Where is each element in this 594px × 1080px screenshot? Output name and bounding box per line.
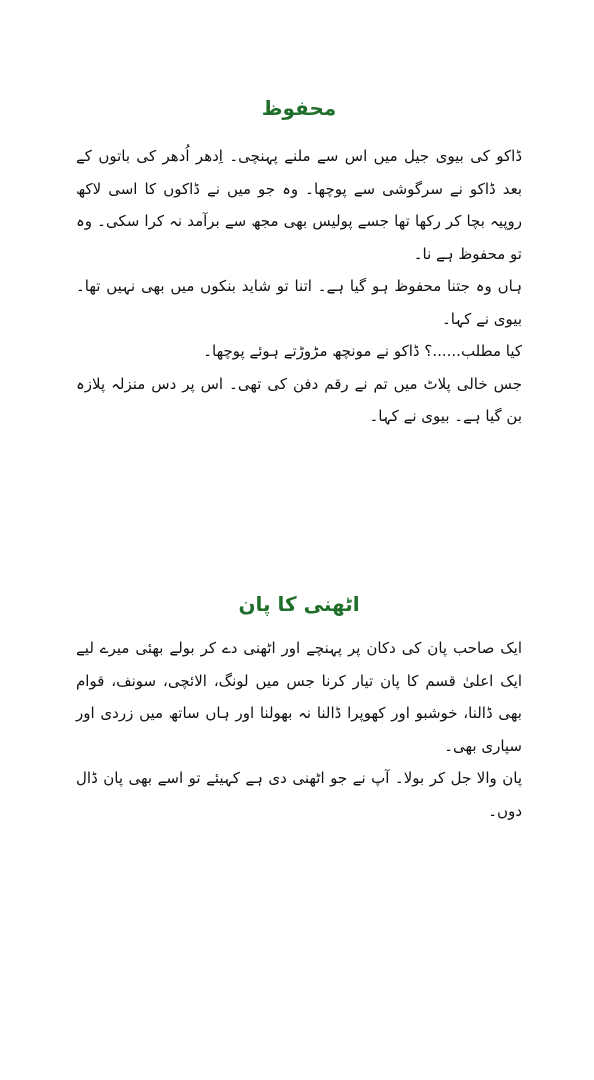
story-title: محفوظ [261, 96, 337, 120]
story-athanni-ka-paan [76, 588, 522, 827]
story-paragraph: پان والا جل کر بولا۔ آپ نے جو اٹھنی دی ہے کہیئے تو اسے بھی پان ڈال دوں۔ [76, 769, 522, 820]
story-mahfooz [76, 92, 522, 433]
story-paragraph: ڈاکو کی بیوی جیل میں اس سے ملنے پہنچی۔ اِدھر اُدھر کی باتوں کے بعد ڈاکو نے سرگوشی سے پوچھا۔ وہ جو میں نے ڈاکوں کا اسی لاکھ روپیہ بچا کر رکھا تھا جسے پولیس بھی مجھ سے برآمد نہ کرا سکی۔ وہ تو محفوظ ہے نا۔ [76, 147, 522, 263]
story-paragraph: جس خالی پلاٹ میں تم نے رقم دفن کی تھی۔ اس پر دس منزلہ پلازہ بن گیا ہے۔ بیوی نے کہا۔ [76, 374, 522, 425]
story-paragraph: ایک صاحب پان کی دکان پر پہنچے اور اٹھنی دے کر بولے بھئی میرے لیے ایک اعلیٰ قسم کا پان تیار کرنا جس میں لونگ، الائچی، سونف، قوام بھی ڈالنا، خوشبو اور کھوپرا ڈالنا نہ بھولنا اور ہاں ساتھ میں زردی اور سپاری بھی۔ [76, 639, 522, 755]
story-title: اٹھنی کا پان [238, 592, 360, 616]
story-paragraph: کیا مطلب......؟ ڈاکو نے مونچھ مڑوڑتے ہوئے پوچھا۔ [203, 342, 522, 360]
story-paragraph: ہاں وہ جتنا محفوظ ہو گیا ہے۔ اتنا تو شاید بنکوں میں بھی نہیں تھا۔ بیوی نے کہا۔ [76, 277, 522, 328]
